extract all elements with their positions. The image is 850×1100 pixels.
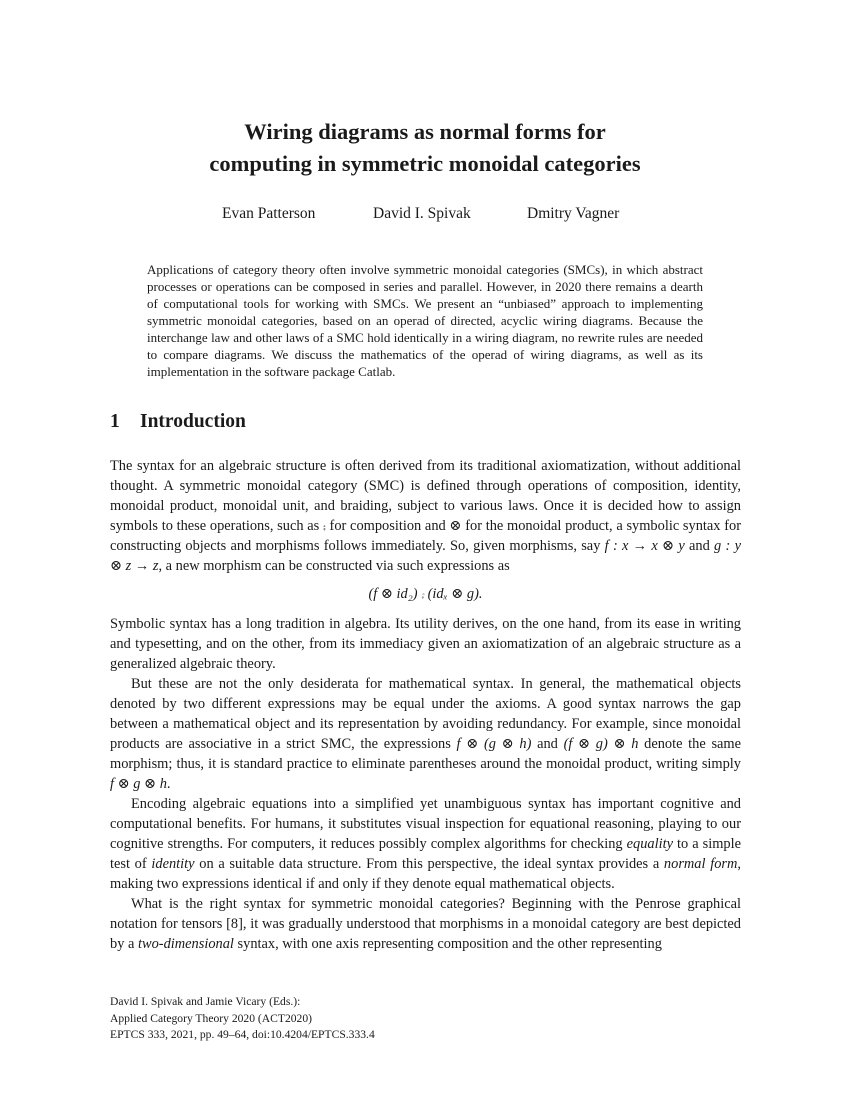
publication-footer (110, 994, 375, 1044)
paragraph-3: But these are not the only desiderata for mathematical syntax. In general, the mathematical objects denoted by two different expressions may be equal under the axioms. A good syntax narrows the gap between a mathematical object and its representation by avoiding redundancy. For example, since monoidal products are associative in a strict SMC, the expressions f ⊗ (g ⊗ h) and (f ⊗ g) ⊗ h denote the same morphism; thus, it is standard practice to eliminate parentheses around the monoidal product, writing simply f ⊗ g ⊗ h. (110, 676, 742, 792)
abstract-text: Applications of category theory often involve symmetric monoidal categories (SMCs), in which abstract processes or operations can be composed in series and parallel. However, in 2020 there remains a dearth of computational tools for working with SMCs. We present an “unbiased” approach to implementing symmetric monoidal categories, based on an operad of directed, acyclic wiring diagrams. Because the interchange law and other laws of a SMC hold identically in a wiring diagram, no rewrite rules are needed to compare diagrams. We discuss the mathematics of the operad of wiring diagrams, as well as its implementation in the software package Catlab. (147, 262, 703, 379)
compose-symbol: ⨾ (322, 518, 326, 534)
tensor-symbol: ⊗ (449, 518, 462, 534)
title-line-1: Wiring diagrams as normal forms for (244, 119, 606, 144)
math-expr-1: f ⊗ (g ⊗ h) (456, 736, 532, 752)
emphasis-normal-form: normal form (663, 856, 738, 872)
paragraph-1: The syntax for an algebraic structure is often derived from its traditional axiomatization, without additional thought. A symmetric monoidal category (SMC) is defined through operations of composition, identity, monoidal product, monoidal unit, and braiding, subject to various laws. Once it is decided how to assign symbols to these operations, such as ⨾ for composition and ⊗ for the monoidal product, a symbolic syntax for constructing objects and morphisms follows immediately. So, given morphisms, say f : x → x ⊗ y and g : y ⊗ z → z, a new morphism can be constructed via such expressions as (110, 458, 741, 574)
abstract (147, 261, 703, 380)
footer-editors: David I. Spivak and Jamie Vicary (Eds.): (110, 995, 301, 1008)
emphasis-equality: equality (626, 836, 673, 852)
body-text (110, 456, 741, 954)
math-expr-2: (f ⊗ g) ⊗ h (563, 736, 639, 752)
math-morphism-g: g : y ⊗ z → z (110, 538, 741, 574)
footer-citation: EPTCS 333, 2021, pp. 49–64, doi:10.4204/EPTCS.333.4 (110, 1028, 375, 1041)
math-morphism-f: f : x → x ⊗ y (604, 538, 685, 554)
author-2: David I. Spivak (373, 205, 471, 222)
display-equation: (f ⊗ id₂) ⨾ (idₓ ⊗ g). (368, 586, 483, 602)
paragraph-2: Symbolic syntax has a long tradition in algebra. Its utility derives, on the one hand, from its ease in writing and typesetting, and on the other, from its immediacy given an axiomatization of an algebraic structure as a generalized algebraic theory. (110, 616, 741, 672)
author-1: Evan Patterson (222, 205, 316, 222)
section-number: 1 (110, 411, 120, 432)
section-heading (110, 411, 246, 433)
author-3: Dmitry Vagner (527, 205, 620, 222)
emphasis-two-dimensional: two-dimensional (137, 936, 234, 952)
paragraph-4: Encoding algebraic equations into a simplified yet unambiguous syntax has important cognitive and computational benefits. For humans, it substitutes visual inspection for equational reasoning, playing to our cognitive strengths. For computers, it reduces possibly complex algorithms for checking equality to a simple test of identity on a suitable data structure. From this perspective, the ideal syntax provides a normal form, making two expressions identical if and only if they denote equal mathematical objects. (110, 796, 741, 892)
emphasis-identity: identity (151, 856, 195, 872)
section-title: Introduction (140, 411, 246, 432)
math-expr-3: f ⊗ g ⊗ h (110, 776, 167, 792)
title-line-2: computing in symmetric monoidal categories (209, 151, 641, 176)
footer-proceedings: Applied Category Theory 2020 (ACT2020) (110, 1011, 312, 1025)
paragraph-5: What is the right syntax for symmetric monoidal categories? Beginning with the Penrose graphical notation for tensors [8], it was gradually understood that morphisms in a monoidal category are best depicted by a two-dimensional syntax, with one axis representing composition and the other representing (110, 896, 741, 952)
paper-title (0, 116, 850, 180)
